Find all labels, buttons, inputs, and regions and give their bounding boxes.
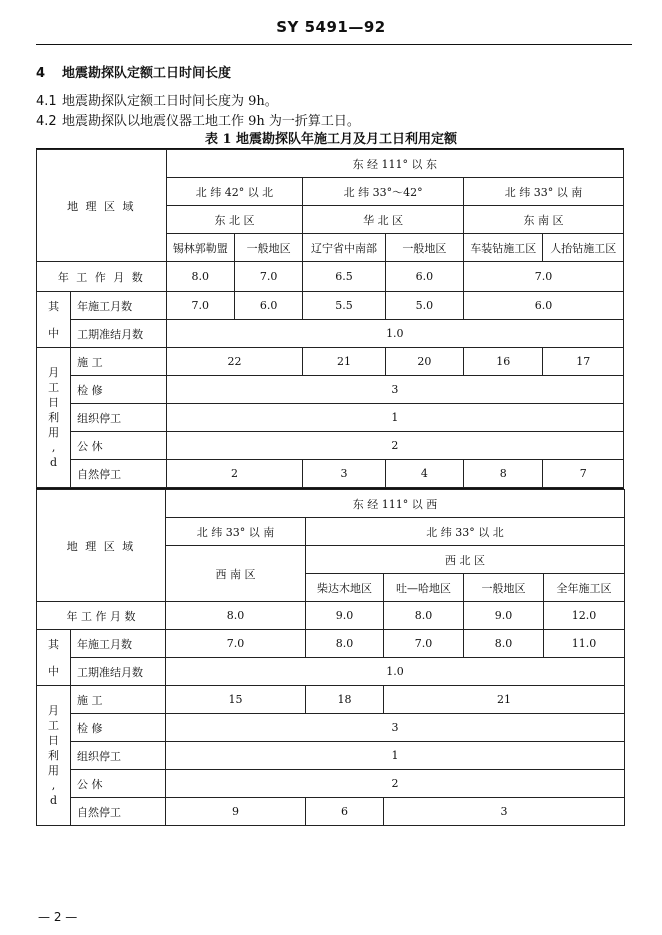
subarea-header: 一般地区 — [385, 234, 463, 262]
subarea-header: 全年施工区 — [544, 574, 625, 602]
subarea-header: 人抬钻施工区 — [543, 234, 624, 262]
table-cell: 6.0 — [385, 262, 463, 292]
table-west — [36, 489, 625, 826]
vertical-char: d — [49, 794, 58, 807]
vertical-char: 工 — [48, 719, 59, 732]
table-cell: 2 — [166, 432, 623, 460]
area-header: 华 北 区 — [303, 206, 464, 234]
table-cell: 3 — [384, 798, 625, 826]
vertical-char: 用 — [48, 764, 59, 777]
table-cell: 8.0 — [166, 602, 306, 630]
table-cell: 1.0 — [166, 320, 623, 348]
table-cell: 6.0 — [234, 292, 302, 320]
vertical-char: 用 — [48, 426, 60, 439]
table-cell: 9 — [166, 798, 306, 826]
row-label: 年施工月数 — [71, 292, 166, 320]
table-cell: 1 — [166, 404, 623, 432]
row-label: 年 工 作 月 数 — [37, 262, 167, 292]
row-label: 施 工 — [71, 686, 166, 714]
of-which-label — [37, 292, 71, 348]
row-label: 自然停工 — [71, 798, 166, 826]
table-cell: 21 — [303, 348, 385, 376]
table-cell: 16 — [464, 348, 543, 376]
table-cell: 7.0 — [384, 630, 464, 658]
table-cell: 3 — [166, 714, 625, 742]
longitude-header: 东 经 111° 以 东 — [166, 150, 623, 178]
area-header: 西 北 区 — [306, 546, 625, 574]
region-label: 地 理 区 域 — [37, 490, 166, 602]
subarea-header: 吐—哈地区 — [384, 574, 464, 602]
paragraph-4-2 — [36, 110, 360, 129]
row-label: 自然停工 — [71, 460, 166, 488]
paragraph-text: 地震勘探队以地震仪器工地工作 9h 为一折算工日。 — [62, 114, 360, 129]
vertical-char: 月 — [48, 704, 59, 717]
table-cell: 3 — [303, 460, 385, 488]
table-cell: 8 — [464, 460, 543, 488]
row-label: 公 休 — [71, 432, 166, 460]
table-cell: 12.0 — [544, 602, 625, 630]
table-cell: 15 — [166, 686, 306, 714]
region-label: 地 理 区 域 — [37, 150, 167, 262]
of-which-label — [37, 630, 71, 686]
vertical-char: 工 — [48, 381, 60, 394]
table-cell: 9.0 — [464, 602, 544, 630]
lat-group-header: 北 纬 42° 以 北 — [166, 178, 303, 206]
vertical-char: 利 — [48, 411, 60, 424]
table-cell: 17 — [543, 348, 624, 376]
longitude-header: 东 经 111° 以 西 — [166, 490, 625, 518]
vertical-char: 中 — [48, 664, 59, 678]
table-cell: 7.0 — [234, 262, 302, 292]
table-cell: 21 — [384, 686, 625, 714]
header-rule — [36, 44, 632, 45]
row-label: 工期准结月数 — [71, 658, 166, 686]
lat-group-header: 北 纬 33° 以 南 — [166, 518, 306, 546]
table-cell: 8.0 — [166, 262, 234, 292]
section-title: 地震勘探队定额工日时间长度 — [62, 66, 232, 81]
table-cell: 8.0 — [464, 630, 544, 658]
table-cell: 7.0 — [166, 292, 234, 320]
table-cell: 22 — [166, 348, 303, 376]
table-cell: 1 — [166, 742, 625, 770]
table-cell: 20 — [385, 348, 463, 376]
paragraph-number: 4.1 — [36, 94, 57, 109]
table-cell: 8.0 — [306, 630, 384, 658]
table-cell: 7.0 — [464, 262, 624, 292]
table-cell: 2 — [166, 770, 625, 798]
lat-group-header: 北 纬 33° 以 南 — [464, 178, 624, 206]
row-label: 施 工 — [71, 348, 166, 376]
vertical-char: d — [50, 456, 58, 469]
table-cell: 11.0 — [544, 630, 625, 658]
table-cell: 5.5 — [303, 292, 385, 320]
table-cell: 6.0 — [464, 292, 624, 320]
vertical-char: 利 — [48, 749, 59, 762]
table-cell: 5.0 — [385, 292, 463, 320]
lat-group-header: 北 纬 33°～42° — [303, 178, 464, 206]
vertical-char: , — [51, 779, 56, 792]
subarea-header: 一般地区 — [464, 574, 544, 602]
row-label: 检 修 — [71, 376, 166, 404]
section-heading — [36, 62, 231, 81]
table-east — [36, 149, 624, 488]
subarea-header: 车装钻施工区 — [464, 234, 543, 262]
row-label: 公 休 — [71, 770, 166, 798]
vertical-char: 月 — [48, 366, 60, 379]
row-label: 组织停工 — [71, 742, 166, 770]
table-caption: 表 1 地震勘探队年施工月及月工日利用定额 — [204, 132, 458, 147]
subarea-header: 柴达木地区 — [306, 574, 384, 602]
table-cell: 7 — [543, 460, 624, 488]
table-cell: 9.0 — [306, 602, 384, 630]
section-number: 4 — [36, 66, 46, 81]
row-label: 年 工 作 月 数 — [37, 602, 166, 630]
paragraph-text: 地震勘探队定额工日时间长度为 9h。 — [62, 94, 278, 109]
paragraph-number: 4.2 — [36, 114, 57, 129]
monthly-workday-label — [37, 686, 71, 826]
page-number: — 2 — — [38, 910, 78, 924]
paragraph-4-1 — [36, 90, 278, 109]
area-header: 东 南 区 — [464, 206, 624, 234]
table-cell: 6 — [306, 798, 384, 826]
area-header: 东 北 区 — [166, 206, 303, 234]
table-cell: 8.0 — [384, 602, 464, 630]
vertical-char: 日 — [48, 396, 60, 409]
table-cell: 1.0 — [166, 658, 625, 686]
table-cell: 18 — [306, 686, 384, 714]
table-cell: 7.0 — [166, 630, 306, 658]
subarea-header: 锡林郭勒盟 — [166, 234, 234, 262]
vertical-char: 日 — [48, 734, 59, 747]
row-label: 工期准结月数 — [71, 320, 166, 348]
lat-group-header: 北 纬 33° 以 北 — [306, 518, 625, 546]
row-label: 年施工月数 — [71, 630, 166, 658]
vertical-char: 中 — [48, 326, 60, 340]
subarea-header: 辽宁省中南部 — [303, 234, 385, 262]
table-cell: 3 — [166, 376, 623, 404]
subarea-header: 一般地区 — [234, 234, 302, 262]
vertical-char: 其 — [48, 637, 59, 651]
monthly-workday-label — [37, 348, 71, 488]
row-label: 检 修 — [71, 714, 166, 742]
table-cell: 2 — [166, 460, 303, 488]
vertical-char: , — [51, 441, 56, 454]
row-label: 组织停工 — [71, 404, 166, 432]
document-code-header: SY 5491—92 — [276, 18, 386, 36]
table-cell: 4 — [385, 460, 463, 488]
vertical-char: 其 — [48, 299, 60, 313]
table-cell: 6.5 — [303, 262, 385, 292]
area-header: 西 南 区 — [166, 546, 306, 602]
